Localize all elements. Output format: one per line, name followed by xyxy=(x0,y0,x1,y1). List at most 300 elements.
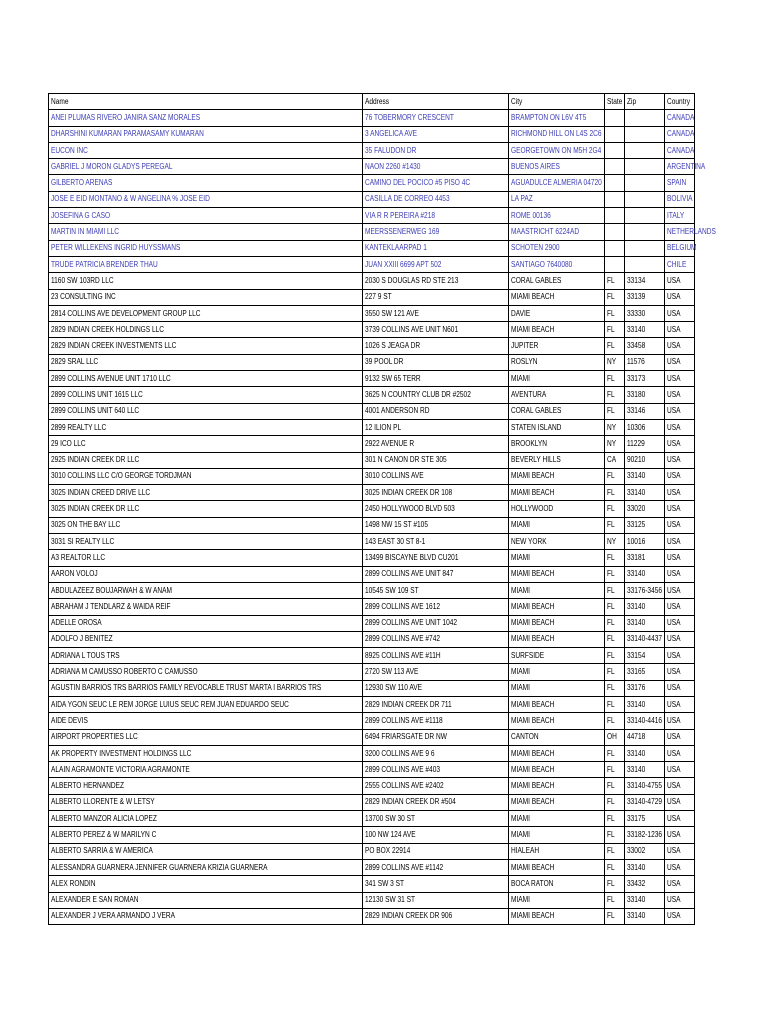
name-cell-text: JOSEFINA G CASO xyxy=(51,210,111,220)
address-cell xyxy=(363,159,509,175)
name-cell-text: ALESSANDRA GUARNERA JENNIFER GUARNERA KRIZIA GUARNERA xyxy=(51,862,268,872)
state-cell xyxy=(605,273,625,289)
address-cell-text: 1026 S JEAGA DR xyxy=(365,341,421,351)
address-cell-text: 3550 SW 121 AVE xyxy=(365,308,419,318)
address-cell-text: 6494 FRIARSGATE DR NW xyxy=(365,732,447,742)
address-cell-text: 2720 SW 113 AVE xyxy=(365,667,419,677)
zip-cell-text: 33140 xyxy=(627,748,646,758)
state-cell xyxy=(605,745,625,761)
address-cell-text: JUAN XXIII 6699 APT 502 xyxy=(365,259,442,269)
name-cell xyxy=(49,648,363,664)
city-cell xyxy=(509,191,605,207)
name-cell xyxy=(49,762,363,778)
address-cell xyxy=(363,110,509,126)
state-cell xyxy=(605,599,625,615)
zip-cell-text: 11229 xyxy=(627,438,645,448)
address-cell xyxy=(363,256,509,272)
name-cell xyxy=(49,208,363,224)
state-cell-text: FL xyxy=(607,585,615,595)
address-cell xyxy=(363,322,509,338)
table-row xyxy=(49,876,695,892)
name-cell-text: ABRAHAM J TENDLARZ & WAIDA REIF xyxy=(51,601,171,611)
state-cell xyxy=(605,794,625,810)
table-row xyxy=(49,664,695,680)
owner-address-table xyxy=(48,93,716,925)
zip-cell-text: 33140 xyxy=(627,601,646,611)
address-cell-text: CASILLA DE CORREO 4453 xyxy=(365,194,450,204)
state-cell xyxy=(605,843,625,859)
state-cell-text: NY xyxy=(607,438,617,448)
state-cell xyxy=(605,615,625,631)
country-cell-text: USA xyxy=(667,438,681,448)
city-cell xyxy=(509,648,605,664)
name-cell xyxy=(49,827,363,843)
name-cell-text: AIDE DEVIS xyxy=(51,715,88,725)
country-cell-text: USA xyxy=(667,487,681,497)
country-cell-text: USA xyxy=(667,422,681,432)
header-country: Country xyxy=(665,94,695,110)
state-cell xyxy=(605,191,625,207)
country-cell xyxy=(665,680,695,696)
name-cell-text: ALEXANDER E SAN ROMAN xyxy=(51,895,139,905)
name-cell-text: ALBERTO MANZOR ALICIA LOPEZ xyxy=(51,813,157,823)
state-cell-text: FL xyxy=(607,797,615,807)
address-cell-text: 3625 N COUNTRY CLUB DR #2502 xyxy=(365,389,471,399)
zip-cell-text: 44718 xyxy=(627,732,646,742)
address-cell xyxy=(363,240,509,256)
address-cell-text: 2030 S DOUGLAS RD STE 213 xyxy=(365,275,459,285)
name-cell-text: ALBERTO PEREZ & W MARILYN C xyxy=(51,830,157,839)
state-cell-text: FL xyxy=(607,601,615,611)
name-cell-text: GILBERTO ARENAS xyxy=(51,178,113,188)
address-cell xyxy=(363,908,509,924)
state-cell xyxy=(605,175,625,191)
city-cell-text: HOLLYWOOD xyxy=(511,504,554,514)
city-cell-text: MIAMI BEACH xyxy=(511,618,555,628)
name-cell xyxy=(49,680,363,696)
address-cell-text: 2829 INDIAN CREEK DR #504 xyxy=(365,797,456,807)
country-cell-text: USA xyxy=(667,830,681,839)
zip-cell xyxy=(625,175,665,191)
zip-cell xyxy=(625,289,665,305)
city-cell xyxy=(509,322,605,338)
address-cell xyxy=(363,827,509,843)
zip-cell-text: 33146 xyxy=(627,406,646,416)
table-row xyxy=(49,175,695,191)
zip-cell xyxy=(625,648,665,664)
zip-cell xyxy=(625,485,665,501)
city-cell xyxy=(509,289,605,305)
country-cell-text: USA xyxy=(667,585,681,595)
state-cell-text: CA xyxy=(607,455,617,465)
country-cell-text: USA xyxy=(667,797,681,807)
name-cell xyxy=(49,745,363,761)
state-cell xyxy=(605,859,625,875)
header-state: State xyxy=(605,94,625,110)
zip-cell-text: 33176-3456 xyxy=(627,585,663,595)
address-cell xyxy=(363,517,509,533)
city-cell xyxy=(509,811,605,827)
zip-cell xyxy=(625,550,665,566)
country-cell xyxy=(665,224,716,240)
name-cell xyxy=(49,175,363,191)
country-cell-text: USA xyxy=(667,389,681,399)
state-cell-text: FL xyxy=(607,471,615,481)
address-cell-text: 2899 COLLINS AVE #403 xyxy=(365,764,441,774)
state-cell xyxy=(605,387,625,403)
country-cell xyxy=(665,517,695,533)
address-cell xyxy=(363,191,509,207)
state-cell xyxy=(605,419,625,435)
name-cell-text: ALBERTO SARRIA & W AMERICA xyxy=(51,846,153,856)
city-cell xyxy=(509,419,605,435)
zip-cell xyxy=(625,566,665,582)
state-cell xyxy=(605,208,625,224)
address-cell xyxy=(363,859,509,875)
table-row xyxy=(49,811,695,827)
state-cell-text: FL xyxy=(607,650,615,660)
city-cell xyxy=(509,517,605,533)
address-cell xyxy=(363,713,509,729)
zip-cell-text: 33173 xyxy=(627,373,646,383)
address-cell-text: 2922 AVENUE R xyxy=(365,438,415,448)
zip-cell-text: 33140 xyxy=(627,618,646,628)
city-cell-text: MIAMI BEACH xyxy=(511,487,555,497)
address-cell-text: KANTEKLAARPAD 1 xyxy=(365,243,427,253)
name-cell-text: 2829 INDIAN CREEK INVESTMENTS LLC xyxy=(51,341,177,351)
address-cell xyxy=(363,550,509,566)
table-row xyxy=(49,729,695,745)
city-cell xyxy=(509,876,605,892)
name-cell xyxy=(49,305,363,321)
table-row xyxy=(49,126,695,142)
table-row xyxy=(49,794,695,810)
table-row xyxy=(49,452,695,468)
name-cell xyxy=(49,452,363,468)
name-cell xyxy=(49,631,363,647)
country-cell-text: USA xyxy=(667,715,681,725)
city-cell-text: DAVIE xyxy=(511,308,531,318)
name-cell-text: 2899 COLLINS UNIT 640 LLC xyxy=(51,406,140,416)
address-cell-text: 2899 COLLINS AVE 1612 xyxy=(365,601,441,611)
city-cell xyxy=(509,729,605,745)
country-cell xyxy=(665,142,695,158)
zip-cell-text: 33140 xyxy=(627,764,646,774)
table-row xyxy=(49,778,695,794)
country-cell-text: USA xyxy=(667,601,681,611)
state-cell-text: FL xyxy=(607,683,615,693)
country-cell xyxy=(665,305,695,321)
address-cell xyxy=(363,142,509,158)
country-cell-text: USA xyxy=(667,324,681,334)
country-cell-text: ITALY xyxy=(667,210,685,220)
address-cell-text: 12 ILION PL xyxy=(365,422,402,432)
country-cell-text: USA xyxy=(667,748,681,758)
city-cell xyxy=(509,387,605,403)
name-cell-text: AIRPORT PROPERTIES LLC xyxy=(51,732,138,742)
zip-cell-text: 33140 xyxy=(627,471,646,481)
name-cell xyxy=(49,794,363,810)
city-cell-text: HIALEAH xyxy=(511,846,540,856)
country-cell xyxy=(665,468,695,484)
state-cell-text: FL xyxy=(607,552,615,562)
country-cell xyxy=(665,713,695,729)
state-cell xyxy=(605,240,625,256)
table-row xyxy=(49,713,695,729)
city-cell-text: MIAMI xyxy=(511,585,530,595)
city-cell-text: MIAMI xyxy=(511,552,530,562)
name-cell-text: ALBERTO LLORENTE & W LETSY xyxy=(51,797,155,807)
name-cell-text: 3025 INDIAN CREEK DR LLC xyxy=(51,504,140,514)
zip-cell xyxy=(625,908,665,924)
city-cell-text: MIAMI BEACH xyxy=(511,471,555,481)
address-cell-text: 8925 COLLINS AVE #11H xyxy=(365,650,441,660)
state-cell-text: FL xyxy=(607,373,615,383)
country-cell xyxy=(665,696,695,712)
zip-cell xyxy=(625,582,665,598)
zip-cell xyxy=(625,501,665,517)
name-cell xyxy=(49,224,363,240)
zip-cell xyxy=(625,599,665,615)
country-cell xyxy=(665,664,695,680)
state-cell xyxy=(605,501,625,517)
country-cell-text: USA xyxy=(667,764,681,774)
name-cell-text: 2829 SRAL LLC xyxy=(51,357,99,367)
address-cell xyxy=(363,843,509,859)
address-cell-text: 39 POOL DR xyxy=(365,357,404,367)
city-cell-text: MIAMI xyxy=(511,683,530,693)
city-cell xyxy=(509,664,605,680)
address-cell xyxy=(363,387,509,403)
city-cell-text: MIAMI xyxy=(511,667,530,677)
name-cell-text: 23 CONSULTING INC xyxy=(51,292,116,302)
address-cell-text: 9132 SW 65 TERR xyxy=(365,373,421,383)
address-cell xyxy=(363,876,509,892)
city-cell xyxy=(509,338,605,354)
zip-cell xyxy=(625,827,665,843)
address-cell xyxy=(363,566,509,582)
name-cell xyxy=(49,126,363,142)
country-cell-text: USA xyxy=(667,292,681,302)
name-cell-text: 3025 INDIAN CREED DRIVE LLC xyxy=(51,487,151,497)
city-cell-text: MIAMI BEACH xyxy=(511,911,555,921)
country-cell xyxy=(665,778,695,794)
country-cell xyxy=(665,436,695,452)
country-cell-text: USA xyxy=(667,618,681,628)
address-cell-text: PO BOX 22914 xyxy=(365,846,411,856)
country-cell-text: USA xyxy=(667,275,681,285)
country-cell xyxy=(665,582,695,598)
table-row xyxy=(49,224,695,240)
city-cell xyxy=(509,485,605,501)
country-cell xyxy=(665,403,695,419)
city-cell-text: STATEN ISLAND xyxy=(511,422,562,432)
name-cell-text: 2829 INDIAN CREEK HOLDINGS LLC xyxy=(51,324,165,334)
address-cell xyxy=(363,208,509,224)
zip-cell-text: 33330 xyxy=(627,308,646,318)
zip-cell-text: 11576 xyxy=(627,357,645,367)
state-cell-text: FL xyxy=(607,878,615,888)
city-cell-text: LA PAZ xyxy=(511,194,533,204)
address-cell xyxy=(363,354,509,370)
city-cell xyxy=(509,468,605,484)
address-cell xyxy=(363,338,509,354)
zip-cell-text: 33140 xyxy=(627,699,646,709)
city-cell xyxy=(509,599,605,615)
zip-cell xyxy=(625,745,665,761)
state-cell xyxy=(605,648,625,664)
address-cell-text: 12130 SW 31 ST xyxy=(365,895,415,905)
state-cell-text: NY xyxy=(607,536,617,546)
zip-cell-text: 33182-1236 xyxy=(627,830,663,839)
table-row xyxy=(49,191,695,207)
city-cell-text: MIAMI BEACH xyxy=(511,862,555,872)
state-cell-text: FL xyxy=(607,846,615,856)
country-cell xyxy=(665,550,695,566)
city-cell-text: MIAMI BEACH xyxy=(511,569,555,579)
name-cell xyxy=(49,468,363,484)
name-cell-text: ADELLE OROSA xyxy=(51,618,102,628)
name-cell-text: AK PROPERTY INVESTMENT HOLDINGS LLC xyxy=(51,748,192,758)
city-cell xyxy=(509,305,605,321)
state-cell xyxy=(605,289,625,305)
city-cell xyxy=(509,843,605,859)
table-row xyxy=(49,550,695,566)
name-cell xyxy=(49,387,363,403)
address-cell-text: 13700 SW 30 ST xyxy=(365,813,415,823)
header-city: City xyxy=(509,94,605,110)
table-row xyxy=(49,582,695,598)
country-cell xyxy=(665,859,695,875)
city-cell-text: BEVERLY HILLS xyxy=(511,455,561,465)
city-cell-text: CORAL GABLES xyxy=(511,406,562,416)
address-cell-text: 2829 INDIAN CREEK DR 906 xyxy=(365,911,453,921)
address-cell-text: 100 NW 124 AVE xyxy=(365,830,416,839)
address-cell-text: 2450 HOLLYWOOD BLVD 503 xyxy=(365,504,455,514)
name-cell-text: 2814 COLLINS AVE DEVELOPMENT GROUP LLC xyxy=(51,308,201,318)
zip-cell xyxy=(625,159,665,175)
address-cell xyxy=(363,745,509,761)
name-cell xyxy=(49,142,363,158)
address-cell-text: 2899 COLLINS AVE #742 xyxy=(365,634,441,644)
table-row xyxy=(49,240,695,256)
table-row xyxy=(49,501,695,517)
name-cell xyxy=(49,713,363,729)
address-cell xyxy=(363,615,509,631)
country-cell xyxy=(665,745,695,761)
state-cell xyxy=(605,876,625,892)
zip-cell-text: 33180 xyxy=(627,389,646,399)
name-cell xyxy=(49,534,363,550)
zip-cell xyxy=(625,517,665,533)
address-cell-text: 12930 SW 110 AVE xyxy=(365,683,423,693)
name-cell-text: 2899 COLLINS AVENUE UNIT 1710 LLC xyxy=(51,373,171,383)
state-cell xyxy=(605,729,625,745)
name-cell-text: AARON VOLOJ xyxy=(51,569,98,579)
city-cell-text: NEW YORK xyxy=(511,536,547,546)
zip-cell xyxy=(625,224,665,240)
country-cell xyxy=(665,811,695,827)
zip-cell xyxy=(625,338,665,354)
city-cell-text: CORAL GABLES xyxy=(511,275,562,285)
city-cell xyxy=(509,631,605,647)
address-cell-text: 1498 NW 15 ST #105 xyxy=(365,520,428,530)
address-cell xyxy=(363,175,509,191)
city-cell xyxy=(509,794,605,810)
name-cell-text: 3010 COLLINS LLC C/O GEORGE TORDJMAN xyxy=(51,471,192,481)
zip-cell xyxy=(625,762,665,778)
city-cell-text: BOCA RATON xyxy=(511,878,554,888)
state-cell-text: FL xyxy=(607,895,615,905)
name-cell-text: ALEXANDER J VERA ARMANDO J VERA xyxy=(51,911,175,921)
table-row xyxy=(49,403,695,419)
country-cell xyxy=(665,729,695,745)
address-cell-text: 76 TOBERMORY CRESCENT xyxy=(365,112,454,122)
table-row xyxy=(49,273,695,289)
name-cell-text: 3031 SI REALTY LLC xyxy=(51,536,115,546)
state-cell xyxy=(605,159,625,175)
address-cell xyxy=(363,648,509,664)
city-cell-text: MIAMI xyxy=(511,830,530,839)
address-cell-text: NAON 2260 #1430 xyxy=(365,161,421,171)
address-cell-text: 3200 COLLINS AVE 9 6 xyxy=(365,748,435,758)
zip-cell-text: 33140-4755 xyxy=(627,781,663,791)
country-cell-text: BELGIUM xyxy=(667,243,697,253)
city-cell-text: BRAMPTON ON L6V 4T5 xyxy=(511,112,587,122)
zip-cell xyxy=(625,843,665,859)
city-cell xyxy=(509,762,605,778)
country-cell-text: USA xyxy=(667,569,681,579)
address-cell-text: 35 FALUDON DR xyxy=(365,145,417,155)
city-cell-text: MIAMI BEACH xyxy=(511,748,555,758)
city-cell xyxy=(509,436,605,452)
city-cell-text: SURFSIDE xyxy=(511,650,545,660)
state-cell-text: FL xyxy=(607,813,615,823)
city-cell-text: MIAMI BEACH xyxy=(511,781,555,791)
address-cell-text: VIA R R PEREIRA #218 xyxy=(365,210,436,220)
address-cell xyxy=(363,811,509,827)
header-address: Address xyxy=(363,94,509,110)
table-row xyxy=(49,354,695,370)
name-cell-text: JOSE E EID MONTANO & W ANGELINA % JOSE EID xyxy=(51,194,210,204)
zip-cell xyxy=(625,468,665,484)
country-cell-text: USA xyxy=(667,634,681,644)
address-cell xyxy=(363,534,509,550)
name-cell-text: 1160 SW 103RD LLC xyxy=(51,275,114,285)
zip-cell xyxy=(625,794,665,810)
country-cell-text: ARGENTINA xyxy=(667,161,706,171)
address-cell xyxy=(363,289,509,305)
address-cell xyxy=(363,729,509,745)
country-cell-text: USA xyxy=(667,911,681,921)
name-cell-text: 2899 REALTY LLC xyxy=(51,422,107,432)
table-row xyxy=(49,371,695,387)
country-cell xyxy=(665,631,695,647)
table-row xyxy=(49,566,695,582)
table-row xyxy=(49,338,695,354)
address-cell-text: 2899 COLLINS AVE #1142 xyxy=(365,862,444,872)
name-cell xyxy=(49,289,363,305)
zip-cell-text: 33432 xyxy=(627,878,646,888)
city-cell xyxy=(509,550,605,566)
name-cell xyxy=(49,159,363,175)
zip-cell xyxy=(625,713,665,729)
spreadsheet-page xyxy=(48,93,716,925)
country-cell xyxy=(665,289,695,305)
zip-cell xyxy=(625,305,665,321)
state-cell-text: FL xyxy=(607,715,615,725)
zip-cell xyxy=(625,534,665,550)
